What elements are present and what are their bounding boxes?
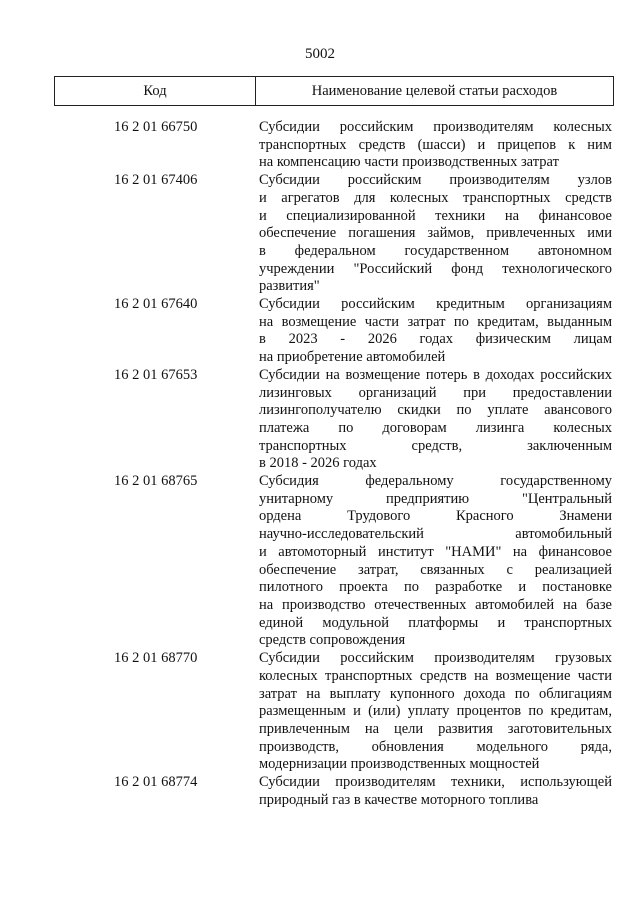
description-line: и агрегатов для колесных транспортных средств [259,189,612,206]
description-line: производств, обновления модельного ряда, [259,738,612,755]
table-row [0,367,640,473]
description-line: в 2023 - 2026 годах физическим лицам [259,331,612,348]
table-row [0,774,640,809]
row-description [259,650,612,774]
table-row [0,650,640,774]
table-row [0,296,640,367]
table-body [0,119,640,809]
row-description [259,296,612,367]
page-number: 5002 [305,46,335,62]
description-line: на приобретение автомобилей [259,349,446,366]
row-code: 16 2 01 66750 [114,119,198,135]
description-line: развития" [259,278,320,295]
row-code: 16 2 01 68770 [114,650,198,667]
header-name: Наименование целевой статьи расходов [311,82,558,99]
row-code: 16 2 01 67406 [114,172,198,189]
description-line: затрат на выплату купонного дохода по облигациям [259,685,612,702]
description-line: и автомоторный институт "НАМИ" на финансовое [259,543,612,560]
description-line: научно-исследовательский автомобильный [259,526,612,543]
description-line: Субсидии российским производителям грузовых [259,650,612,667]
description-line: обеспечение затрат, связанных с реализацией [259,561,612,578]
description-line: на производство отечественных автомобилей на базе [259,596,612,613]
description-line: Субсидии российским производителям колесных [259,119,612,135]
description-line: учреждении "Российский фонд технологического [259,260,612,277]
description-line: Субсидии производителям техники, использующей [259,774,612,791]
table-row [0,172,640,296]
row-code: 16 2 01 67653 [114,366,198,383]
description-line: в 2018 - 2026 годах [259,455,377,472]
description-line: пилотного проекта по разработке и постановке [259,579,612,596]
description-line: платежа по договорам лизинга колесных [259,419,612,436]
description-line: средств сопровождения [259,632,406,649]
description-line: и специализированной техники на финансовое [259,207,612,224]
table-header [54,76,614,106]
table-row [0,473,640,650]
description-line: колесных транспортных средств на возмещение части [259,667,612,684]
description-line: модернизации производственных мощностей [259,756,540,773]
description-line: Субсидии российским кредитным организациям [259,296,612,313]
description-line: обеспечение погашения займов, привлеченных ими [259,225,612,242]
description-line: Субсидия федеральному государственному [259,473,612,490]
description-line: лизингополучателю скидки по уплате авансового [259,402,612,419]
description-line: унитарному предприятию "Центральный [259,490,612,507]
description-line: природный газ в качестве моторного топлива [259,791,539,808]
row-description [259,774,612,809]
row-description [259,172,612,296]
description-line: Субсидии на возмещение потерь в доходах российских [259,366,612,383]
header-code: Код [55,77,256,105]
row-code: 16 2 01 68774 [114,774,198,791]
description-line: привлеченным на цели развития заготовительных [259,720,612,737]
row-description [259,473,612,650]
description-line: Субсидии российским производителям узлов [259,172,612,189]
row-description [259,367,612,473]
row-code: 16 2 01 68765 [114,473,198,490]
description-line: на компенсацию части производственных затрат [259,154,559,171]
row-description [259,119,612,172]
description-line: в федеральном государственном автономном [259,242,612,259]
description-line: на возмещение части затрат по кредитам, выданным [259,313,612,330]
description-line: ордена Трудового Красного Знамени [259,508,612,525]
row-code: 16 2 01 67640 [114,296,198,313]
table-row [0,119,640,172]
description-line: размещенным и (или) уплату процентов по кредитам, [259,703,612,720]
description-line: транспортных средств, заключенным [259,437,612,454]
description-line: единой модульной платформы и транспортных [259,614,612,631]
description-line: лизинговых организаций при предоставлении [259,384,612,401]
description-line: транспортных средств (шасси) и прицепов к ним [259,136,612,153]
